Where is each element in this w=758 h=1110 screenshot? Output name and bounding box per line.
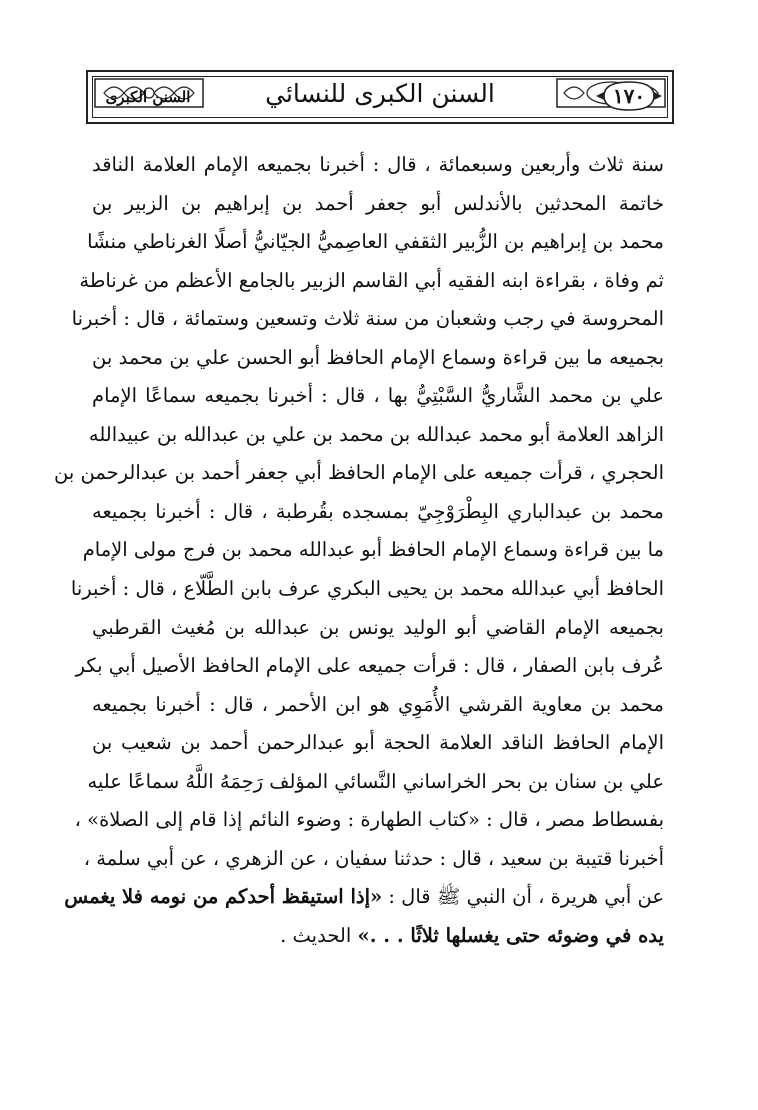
text-line-hadith-start <box>64 878 664 917</box>
text-line: محمد بن إبراهيم بن الزُّبير الثقفي العاصِميُّ الجيّانيُّ أصلًا الغرناطي منشًا <box>87 230 664 254</box>
text-fragment-end: الحديث . <box>280 923 358 947</box>
logo-text: السنن الكبرى <box>105 88 191 106</box>
hadith-text: «إذا استيقظ أحدكم من نومه فلا يغمس <box>64 885 383 909</box>
header-title: السنن الكبرى للنسائي <box>265 79 495 108</box>
text-line: الزاهد العلامة أبو محمد عبدالله بن محمد بن علي بن عبدالله بن عبيدالله <box>88 422 664 446</box>
page-number: ١٧٠ <box>612 84 646 108</box>
text-line: علي بن محمد الشَّاريُّ السَّبْتِيُّ بها ، قال : أخبرنا بجميعه سماعًا الإمام <box>92 384 664 408</box>
text-line: محمد بن معاوية القرشي الأُمَوِي هو ابن الأحمر ، قال : أخبرنا بجميعه <box>92 692 664 716</box>
text-line-hadith-end <box>92 917 664 956</box>
logo-stamp <box>92 76 204 118</box>
text-line: المحروسة في رجب وشعبان من سنة ثلاث وتسعين وستمائة ، قال : أخبرنا <box>71 307 664 331</box>
text-line: ثم وفاة ، بقراءة ابنه الفقيه أبي القاسم الزبير بالجامع الأعظم من غرناطة <box>79 268 664 292</box>
text-line: بجميعه ما بين قراءة وسماع الإمام الحافظ أبو الحسن علي بن محمد بن <box>92 345 664 369</box>
text-line: عُرف بابن الصفار ، قال : قرأت جميعه على الإمام الحافظ الأصيل أبي بكر <box>75 654 664 678</box>
text-line: الحجري ، قرأت جميعه على الإمام الحافظ أبي جعفر أحمد بن عبدالرحمن بن <box>54 461 664 485</box>
text-line: الإمام الحافظ الناقد العلامة الحجة أبو عبدالرحمن أحمد بن شعيب بن <box>92 731 664 755</box>
hadith-text-end: يده في وضوئه حتى يغسلها ثلاثًا . . . <box>369 923 664 947</box>
body-text <box>54 146 664 955</box>
text-line: ما بين قراءة وسماع الإمام الحافظ أبو عبدالله محمد بن فرج مولى الإمام <box>82 538 664 562</box>
text-line: سنة ثلاث وأربعين وسبعمائة ، قال : أخبرنا بجميعه الإمام العلامة الناقد <box>92 153 664 176</box>
text-line: خاتمة المحدثين بالأندلس أبو جعفر أحمد بن إبراهيم بن الزبير بن <box>92 191 664 215</box>
text-fragment: عن أبي هريرة ، أن النبي ﷺ قال : <box>382 885 664 909</box>
hadith-close-quote: » <box>357 923 370 947</box>
text-line: أخبرنا قتيبة بن سعيد ، قال : حدثنا سفيان ، عن الزهري ، عن أبي سلمة ، <box>83 846 664 870</box>
text-line: بفسطاط مصر ، قال : «كتاب الطهارة : وضوء النائم إذا قام إلى الصلاة» ، <box>74 808 664 832</box>
text-line: محمد بن عبدالباري البِطْرَوْجِيّ بمسجده بقُرطبة ، قال : أخبرنا بجميعه <box>92 499 664 523</box>
text-line: علي بن سنان بن بحر الخراساني النَّسائي المؤلف رَحِمَهُ اللَّهُ سماعًا عليه <box>87 769 664 793</box>
text-line: الحافظ أبي عبدالله محمد بن يحيى البكري عرف بابن الطَّلّاع ، قال : أخبرنا <box>70 577 664 601</box>
text-line: بجميعه الإمام القاضي أبو الوليد يونس بن عبدالله بن مُغيث القرطبي <box>92 615 664 639</box>
page-number-cartouche <box>594 78 664 114</box>
